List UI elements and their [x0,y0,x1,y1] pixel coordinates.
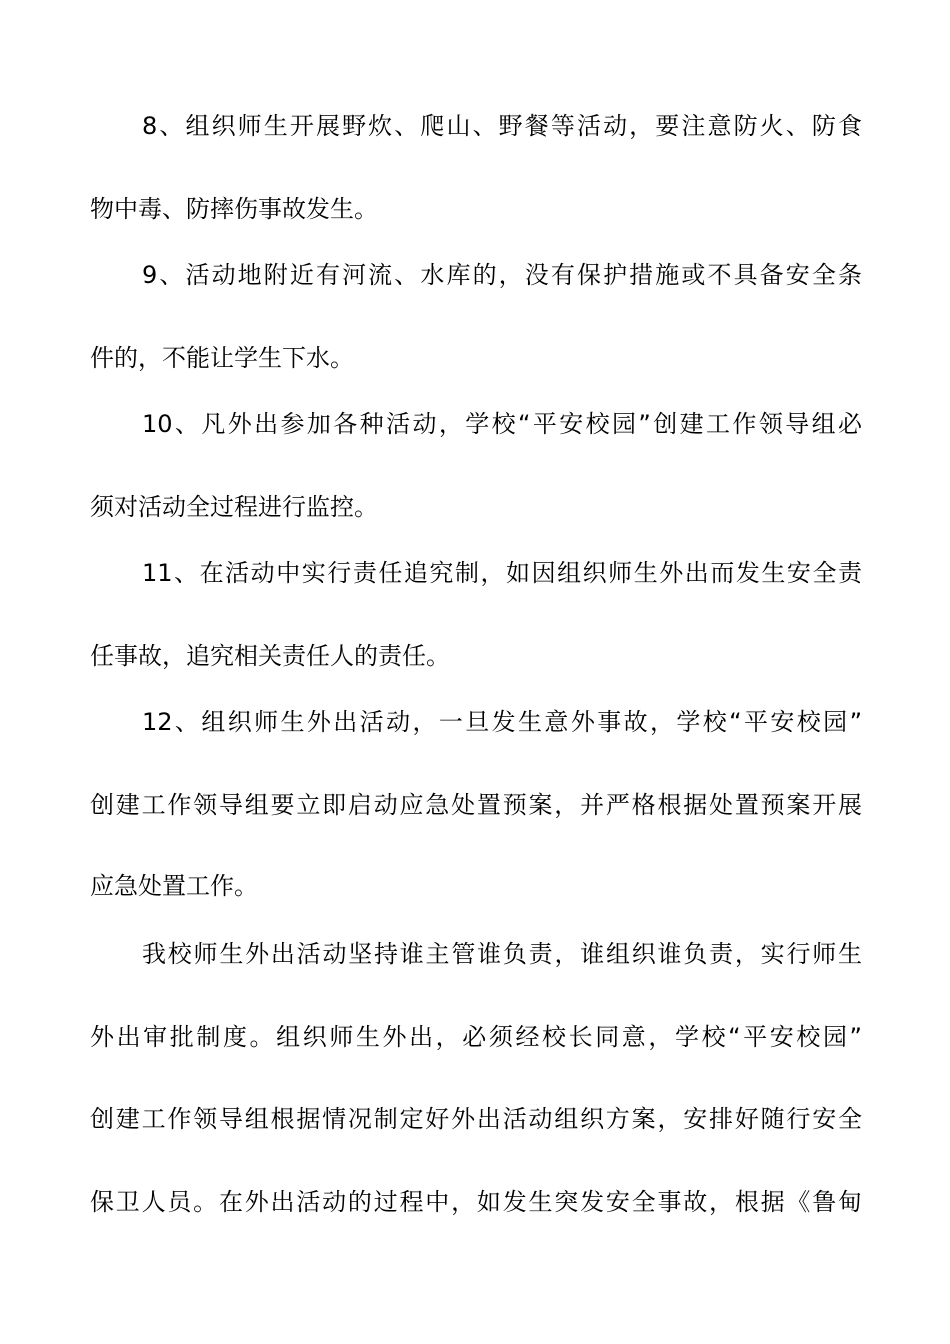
paragraph-line-2: 外出审批制度。组织师生外出，必须经校长同意，学校“平安校园” [90,1023,862,1051]
item-10-line-2: 须对活动全过程进行监控。 [90,493,378,521]
item-9-line-1: 9、活动地附近有河流、水库的，没有保护措施或不具备安全条 [142,261,862,289]
item-9-line-2: 件的，不能让学生下水。 [90,344,354,372]
item-8-line-2: 物中毒、防摔伤事故发生。 [90,195,378,223]
item-12-line-2: 创建工作领导组要立即启动应急处置预案，并严格根据处置预案开展 [90,791,862,819]
item-12-line-1: 12、组织师生外出活动，一旦发生意外事故，学校“平安校园” [142,708,862,736]
item-10-line-1: 10、凡外出参加各种活动，学校“平安校园”创建工作领导组必 [142,410,862,438]
paragraph-line-4: 保卫人员。在外出活动的过程中，如发生突发安全事故，根据《鲁甸 [90,1188,862,1216]
item-11-line-2: 任事故，追究相关责任人的责任。 [90,642,450,670]
item-8-line-1: 8、组织师生开展野炊、爬山、野餐等活动，要注意防火、防食 [142,112,862,140]
paragraph-line-1: 我校师生外出活动坚持谁主管谁负责，谁组织谁负责，实行师生 [142,940,862,968]
paragraph-line-3: 创建工作领导组根据情况制定好外出活动组织方案，安排好随行安全 [90,1105,862,1133]
item-12-line-3: 应急处置工作。 [90,872,258,900]
item-11-line-1: 11、在活动中实行责任追究制，如因组织师生外出而发生安全责 [142,559,862,587]
